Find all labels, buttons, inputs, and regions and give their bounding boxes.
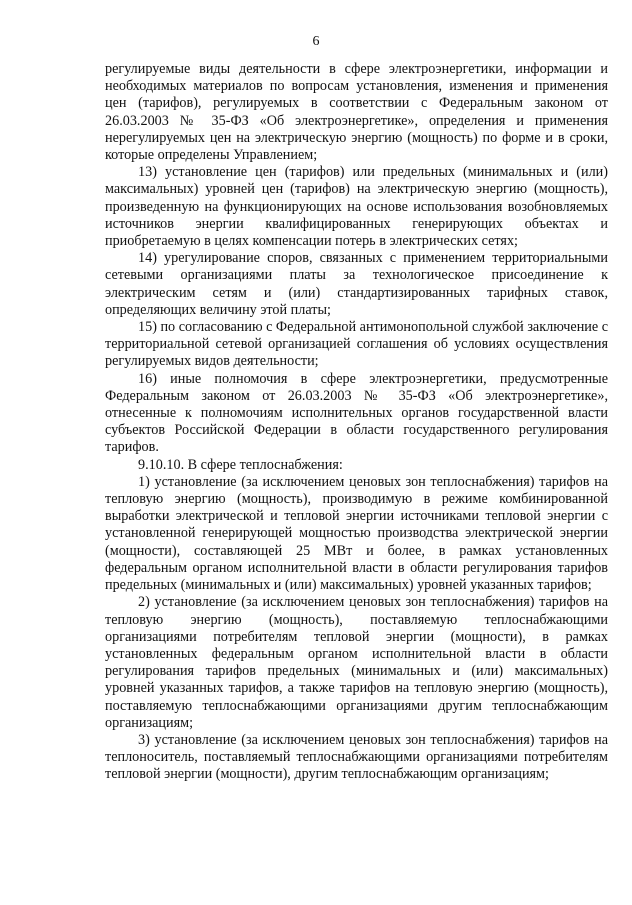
- paragraph-item-13: 13) установление цен (тарифов) или предельных (минимальных и (или) максимальных) уровней цен (тарифов) на электрическую энергию (мощность), произведенную на функционирующих на основе использования возобновляемых источников энергии квалифицированных генерирующих объектах и приобретаемую в целях компенсации потерь в электрических сетях;: [105, 164, 608, 250]
- page-number: 6: [312, 34, 320, 49]
- document-body: [105, 61, 608, 784]
- paragraph-heat-item-3: 3) установление (за исключением ценовых зон теплоснабжения) тарифов на теплоноситель, поставляемый теплоснабжающими организациями потребителям тепловой энергии (мощности), другим теплоснабжающим организациям;: [105, 731, 608, 783]
- paragraph-continuation: регулируемые виды деятельности в сфере электроэнергетики, информации и необходимых материалов по вопросам установления, изменения и применения цен (тарифов), регулируемых в соответствии с Федеральным законом от 26.03.2003 № 35-ФЗ «Об электроэнергетике», определения и применения нерегулируемых цен на электрическую энергию (мощность) по форме и в сроки, которые определены Управлением;: [105, 61, 608, 164]
- paragraph-item-14: 14) урегулирование споров, связанных с применением территориальными сетевыми организациями платы за технологическое присоединение к электрическим сетям и (или) стандартизированных тарифных ставок, определяющих величину этой платы;: [105, 250, 608, 318]
- paragraph-heat-item-2: 2) установление (за исключением ценовых зон теплоснабжения) тарифов на тепловую энергию (мощность), поставляемую теплоснабжающими организациями потребителям тепловой энергии (мощности), в рамках установленных федеральным органом исполнительной власти в области регулирования тарифов предельных (минимальных и (или) максимальных) уровней указанных тарифов, а также тарифов на тепловую энергию (мощность), поставляемую теплоснабжающими организациями другим теплоснабжающим организациям;: [105, 594, 608, 731]
- section-heading-9-10-10: 9.10.10. В сфере теплоснабжения:: [138, 456, 343, 473]
- paragraph-item-15: 15) по согласованию с Федеральной антимонопольной службой заключение с территориальной сетевой организацией соглашения об условиях осуществления регулируемых видов деятельности;: [105, 319, 609, 370]
- paragraph-item-16: 16) иные полномочия в сфере электроэнергетики, предусмотренные Федеральным законом от 26.03.2003 № 35-ФЗ «Об электроэнергетике», отнесенные к полномочиям исполнительных органов государственной власти субъектов Российской Федерации в области государственного регулирования тарифов.: [105, 370, 608, 456]
- paragraph-heat-item-1: 1) установление (за исключением ценовых зон теплоснабжения) тарифов на тепловую энергию (мощность), производимую в режиме комбинированной выработки электрической и тепловой энергии источниками тепловой энергии с установленной генерирующей мощностью производства электрической энергии (мощности), составляющей 25 МВт и более, в рамках установленных федеральным органом исполнительной власти в области регулирования тарифов предельных (минимальных и (или) максимальных) уровней указанных тарифов;: [105, 473, 608, 594]
